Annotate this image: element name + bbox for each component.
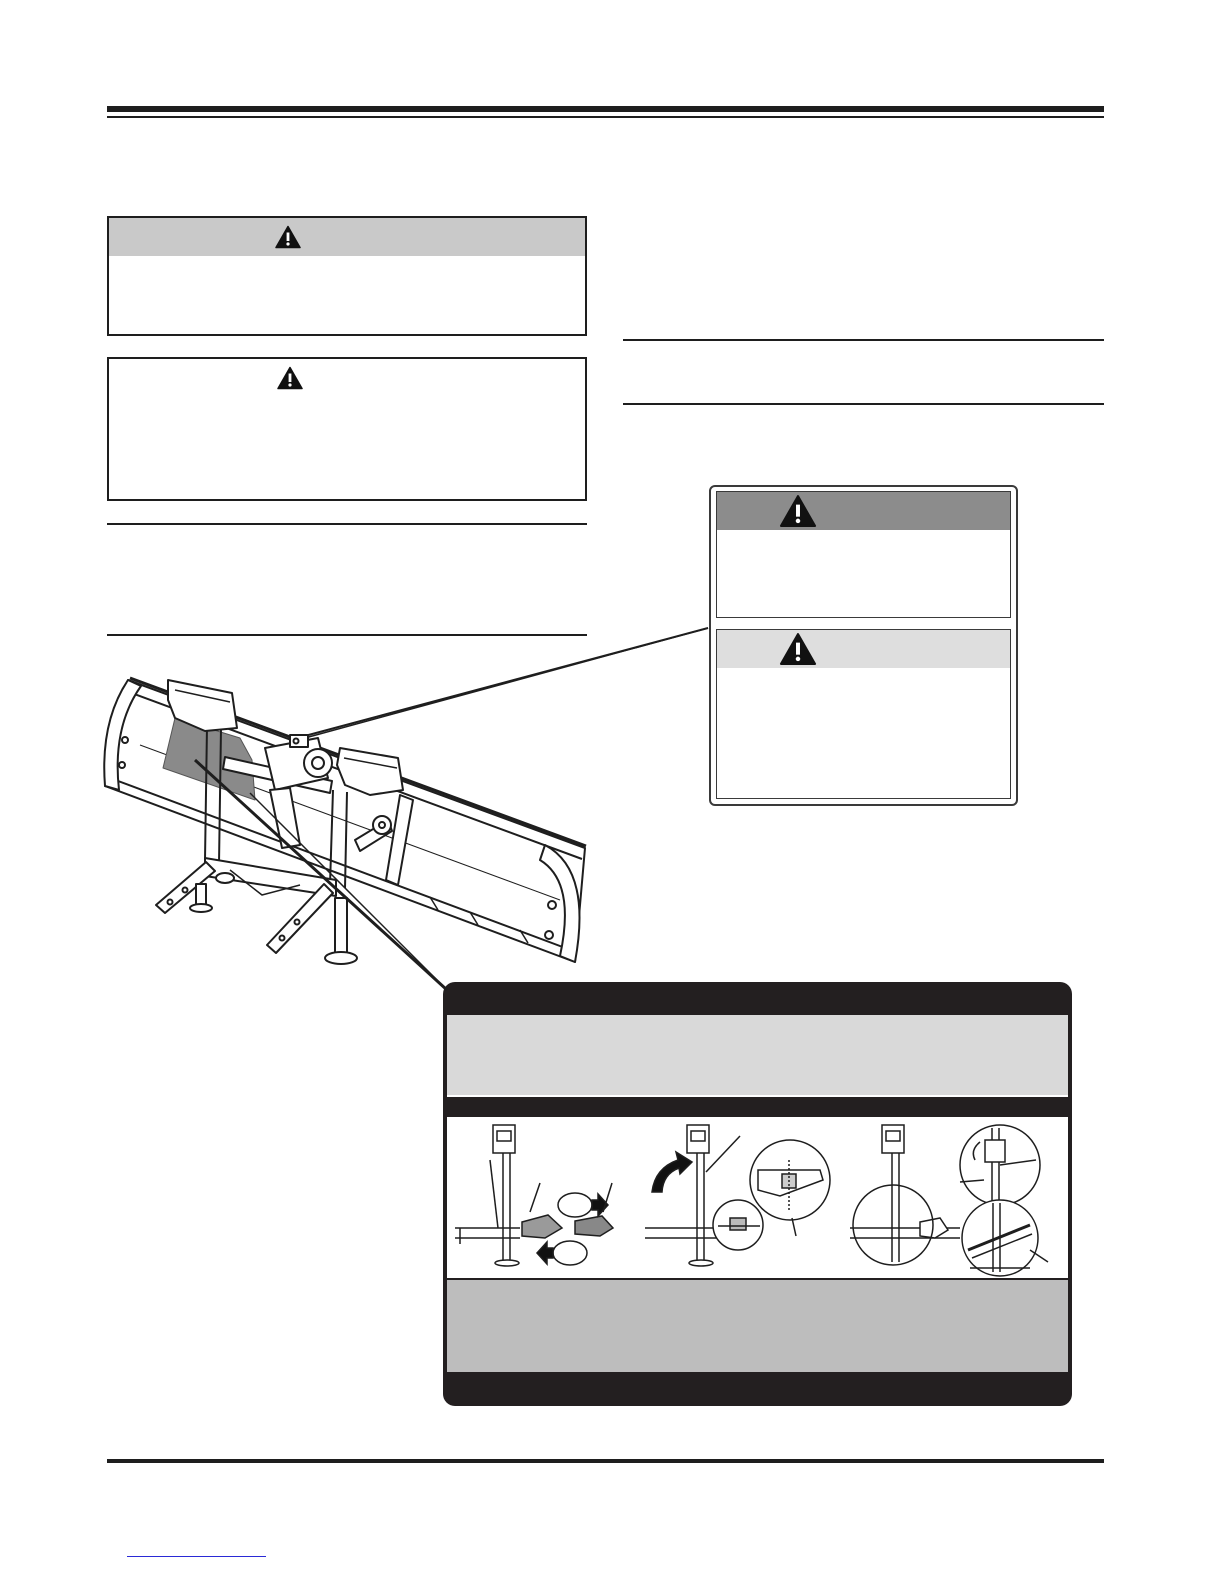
instruction-decal-illustration-panel — [447, 1117, 1068, 1278]
instruction-decal-bottom-band — [447, 1280, 1068, 1372]
right-section-rule-bottom — [623, 403, 1104, 405]
warning-label-section-2 — [716, 629, 1011, 799]
plow-a-frame-center — [205, 858, 336, 896]
footer-rule — [107, 1459, 1104, 1463]
right-jack-stand — [325, 898, 357, 964]
right-headlight-box — [337, 748, 403, 795]
instruction-decal-top-band — [447, 1015, 1068, 1095]
left-section-rule-top — [107, 523, 587, 525]
link-underline[interactable] — [127, 1556, 266, 1557]
plow-decal-patch — [163, 718, 255, 800]
instruction-decal — [443, 982, 1072, 1406]
left-headlight-box — [168, 680, 237, 731]
plow-a-frame-right-arm — [267, 884, 333, 953]
plow-moldboard — [105, 680, 585, 962]
warning-label-section-1-header — [717, 492, 1010, 530]
warning-box-2 — [107, 357, 587, 501]
warning-triangle-icon — [779, 632, 817, 666]
right-headlight-post — [330, 790, 347, 888]
plow-lift-arm — [270, 788, 300, 848]
header-rule-thin — [107, 116, 1104, 118]
warning-box-1-header — [109, 218, 585, 256]
plow-blade-divider — [386, 795, 413, 885]
plow-lift-cylinder — [355, 820, 392, 851]
plow-crossbar — [223, 757, 332, 793]
plow-left-end-cap — [104, 680, 141, 790]
decal-leader-lines — [195, 760, 447, 990]
warning-box-1 — [107, 216, 587, 336]
warning-label-section-1 — [716, 491, 1011, 618]
left-headlight-post — [205, 726, 221, 864]
header-rule-thick — [107, 106, 1104, 112]
label-leader-lines — [245, 628, 708, 752]
warning-triangle-icon — [275, 225, 301, 249]
snowplow-illustration — [104, 678, 586, 964]
plow-right-end-cap — [540, 845, 580, 962]
left-section-rule-bottom — [107, 634, 587, 636]
warning-triangle-icon — [779, 494, 817, 528]
warning-label-section-2-header — [717, 630, 1010, 668]
instruction-decal-separator — [447, 1095, 1068, 1097]
plow-a-frame-left-arm — [156, 862, 215, 913]
plow-hydraulic-unit — [265, 738, 328, 790]
warning-triangle-icon — [277, 366, 303, 390]
right-section-rule-top — [623, 339, 1104, 341]
left-jack-stand — [190, 884, 212, 912]
